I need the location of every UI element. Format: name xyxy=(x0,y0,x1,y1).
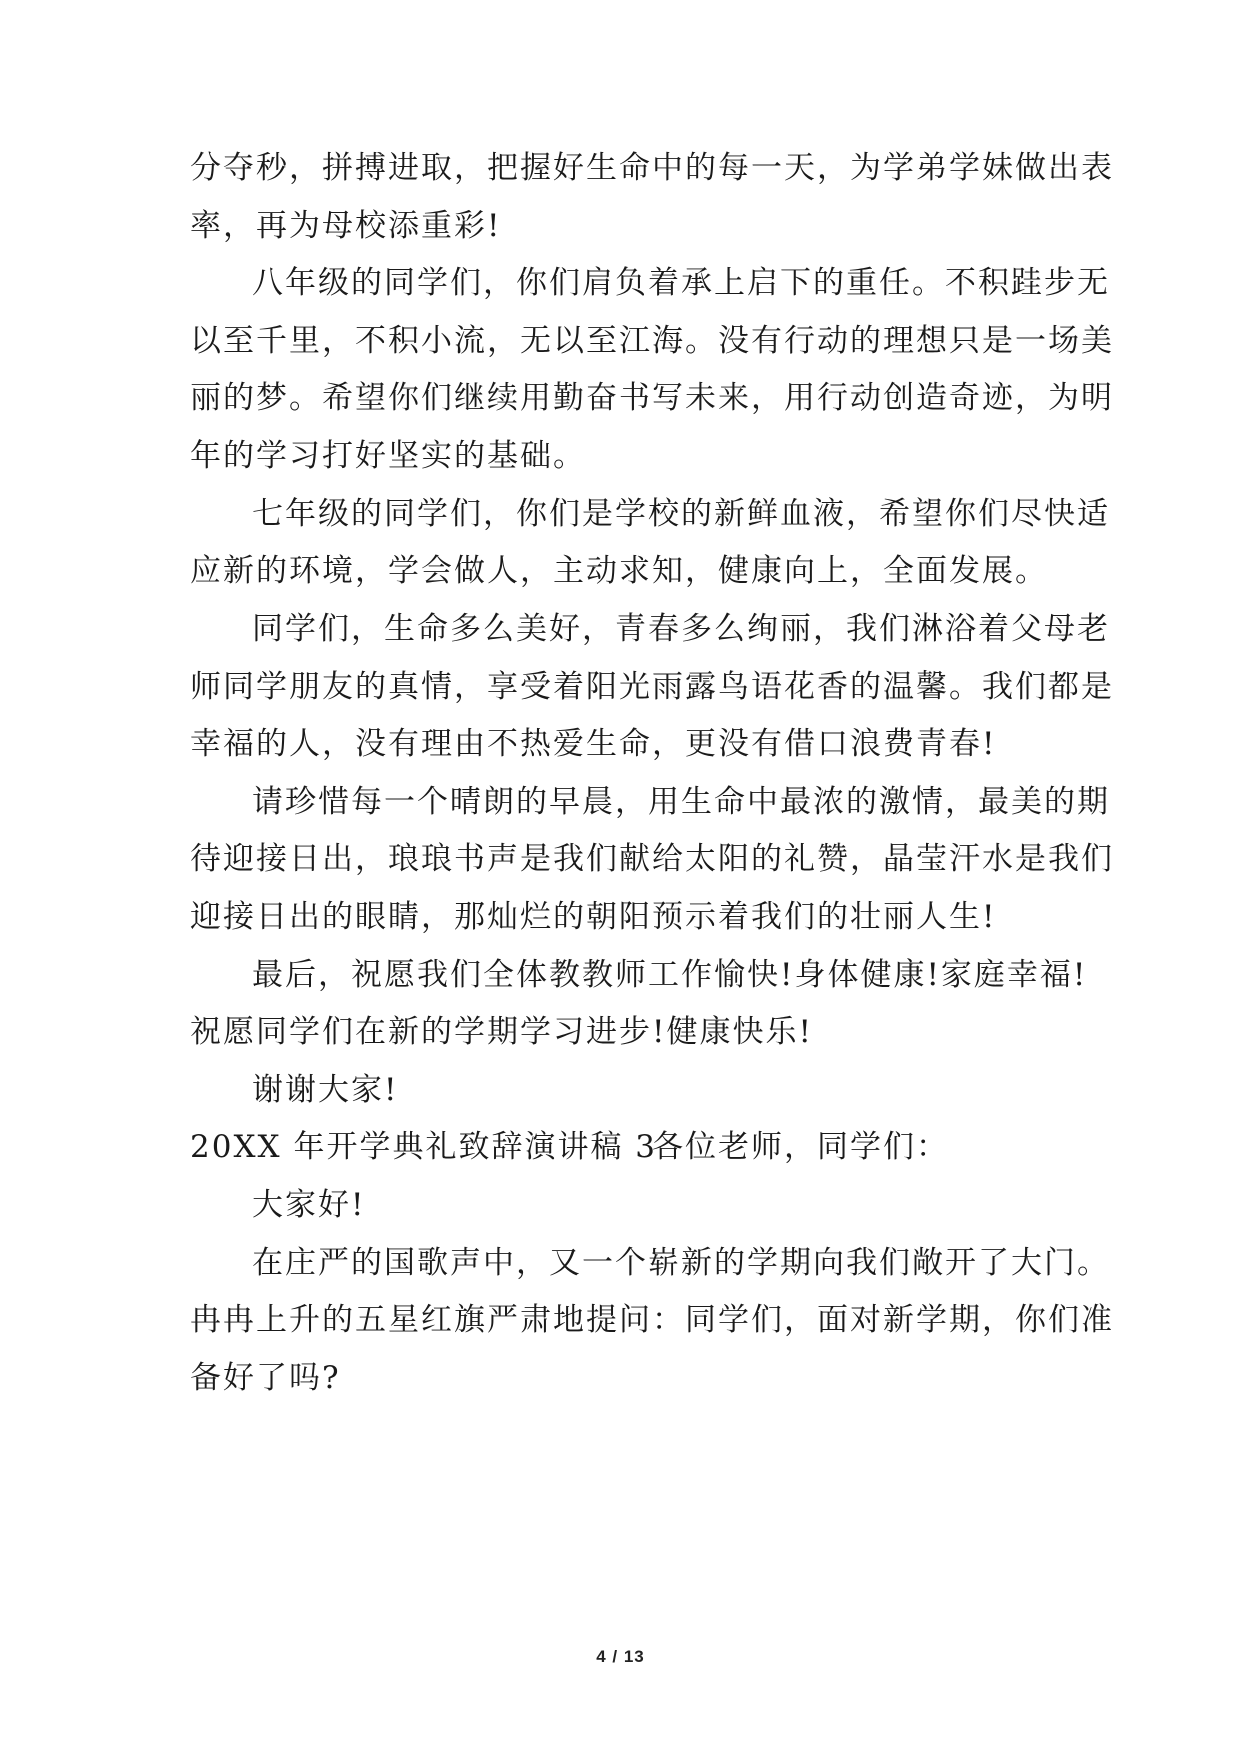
paragraph-start: 在庄严的国歌声中，又一个崭新的学期向我们敞开了大门。 xyxy=(252,1245,1110,1281)
paragraph-start: 谢谢大家! xyxy=(252,1072,399,1108)
paragraph-start: 最后，祝愿我们全体教教师工作愉快!身体健康!家庭幸福! xyxy=(252,957,1088,993)
text-line: 以至千里，不积小流，无以至江海。没有行动的理想只是一场美 xyxy=(190,323,1114,359)
text-line: 分夺秒，拼搏进取，把握好生命中的每一天，为学弟学妹做出表 xyxy=(190,150,1114,186)
text-line: 冉冉上升的五星红旗严肃地提问：同学们，面对新学期，你们准 xyxy=(190,1302,1114,1338)
text-line: 丽的梦。希望你们继续用勤奋书写未来，用行动创造奇迹，为明 xyxy=(190,380,1114,416)
heading-title: 20XX 年开学典礼致辞演讲稿 3 xyxy=(190,1129,658,1165)
text-line: 师同学朋友的真情，享受着阳光雨露鸟语花香的温馨。我们都是 xyxy=(190,669,1114,705)
text-line: 迎接日出的眼睛，那灿烂的朝阳预示着我们的壮丽人生! xyxy=(190,899,997,935)
page-number: 4 / 13 xyxy=(596,1647,645,1666)
text-line: 备好了吗? xyxy=(190,1360,341,1396)
heading-greeting: 各位老师，同学们： xyxy=(652,1129,949,1165)
paragraph-start: 同学们，生命多么美好，青春多么绚丽，我们淋浴着父母老 xyxy=(252,611,1110,647)
text-line: 幸福的人，没有理由不热爱生命，更没有借口浪费青春! xyxy=(190,726,997,762)
text-line: 率，再为母校添重彩! xyxy=(190,208,502,244)
text-line: 祝愿同学们在新的学期学习进步!健康快乐! xyxy=(190,1014,813,1050)
text-line: 应新的环境，学会做人，主动求知，健康向上，全面发展。 xyxy=(190,553,1048,589)
paragraph-start: 大家好! xyxy=(252,1187,366,1223)
paragraph-start: 请珍惜每一个晴朗的早晨，用生命中最浓的激情，最美的期 xyxy=(252,784,1110,820)
text-line: 待迎接日出，琅琅书声是我们献给太阳的礼赞，晶莹汗水是我们 xyxy=(190,841,1114,877)
paragraph-start: 七年级的同学们，你们是学校的新鲜血液，希望你们尽快适 xyxy=(252,496,1110,532)
text-line: 年的学习打好坚实的基础。 xyxy=(190,438,586,474)
paragraph-start: 八年级的同学们，你们肩负着承上启下的重任。不积跬步无 xyxy=(252,265,1110,301)
section-heading xyxy=(190,1127,1060,1167)
